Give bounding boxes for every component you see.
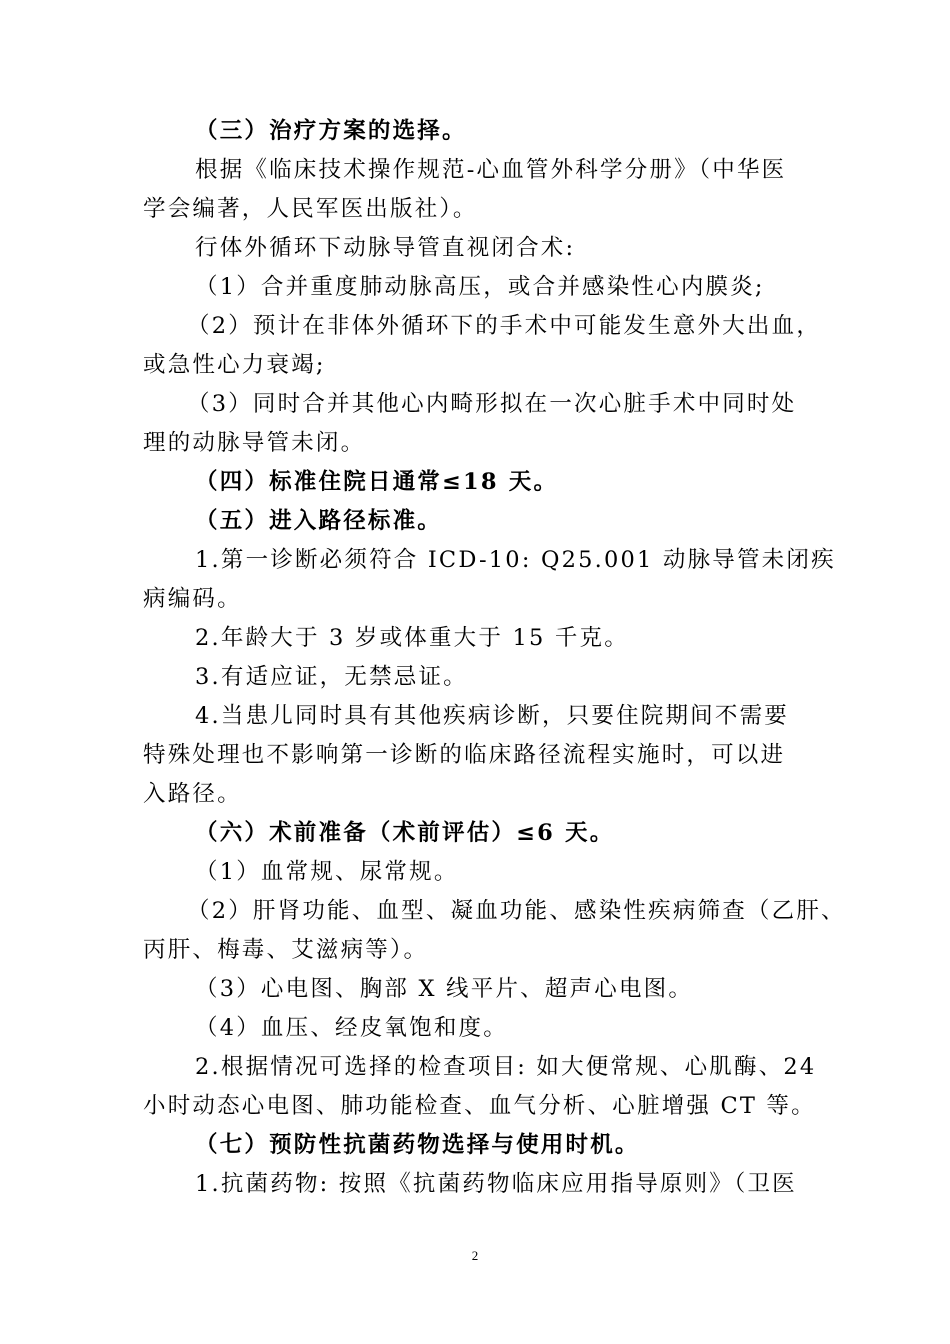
list-item-2: 2.年龄大于 3 岁或体重大于 15 千克。 xyxy=(195,625,629,651)
section-heading-7: （七）预防性抗菌药物选择与使用时机。 xyxy=(195,1132,640,1158)
list-item-1: 1.抗菌药物: 按照《抗菌药物临床应用指导原则》（卫医 xyxy=(195,1171,797,1197)
list-item-2: 2.根据情况可选择的检查项目: 如大便常规、心肌酶、24 xyxy=(195,1054,817,1080)
paragraph-line: 行体外循环下动脉导管直视闭合术: xyxy=(195,235,576,261)
section-heading-3: （三）治疗方案的选择。 xyxy=(195,118,467,144)
document-body xyxy=(143,112,846,1204)
paragraph-line: 根据《临床技术操作规范-心血管外科学分册》（中华医 xyxy=(195,157,787,183)
list-item-1: 1.第一诊断必须符合 ICD-10: Q25.001 动脉导管未闭疾 xyxy=(195,547,836,573)
list-item-4: （4）血压、经皮氧饱和度。 xyxy=(195,1015,508,1041)
paragraph-line: 入路径。 xyxy=(143,781,242,807)
paragraph-line: 理的动脉导管未闭。 xyxy=(143,430,366,456)
list-item-4: 4.当患儿同时具有其他疾病诊断，只要住院期间不需要 xyxy=(195,703,789,729)
paragraph-line: 小时动态心电图、肺功能检查、血气分析、心脏增强 CT 等。 xyxy=(143,1093,816,1119)
section-heading-5: （五）进入路径标准。 xyxy=(195,508,443,534)
page-number: 2 xyxy=(471,1248,479,1263)
paragraph-line: 病编码。 xyxy=(143,586,242,612)
list-item-3: （3）同时合并其他心内畸形拟在一次心脏手术中同时处 xyxy=(187,391,797,417)
paragraph-line: 学会编著，人民军医出版社）。 xyxy=(143,196,478,222)
list-item-3: （3）心电图、胸部 X 线平片、超声心电图。 xyxy=(195,976,694,1002)
list-item-3: 3.有适应证，无禁忌证。 xyxy=(195,664,468,690)
list-item-1: （1）合并重度肺动脉高压，或合并感染性心内膜炎; xyxy=(195,274,765,300)
list-item-1: （1）血常规、尿常规。 xyxy=(195,859,459,885)
section-heading-6: （六）术前准备（术前评估）≤6 天。 xyxy=(195,820,615,846)
paragraph-line: 特殊处理也不影响第一诊断的临床路径流程实施时，可以进 xyxy=(143,742,786,768)
paragraph-line: 或急性心力衰竭; xyxy=(143,352,326,378)
list-item-2: （2）肝肾功能、血型、凝血功能、感染性疾病筛查（乙肝、 xyxy=(187,898,846,924)
paragraph-line: 丙肝、梅毒、艾滋病等）。 xyxy=(143,937,429,963)
list-item-2: （2）预计在非体外循环下的手术中可能发生意外大出血， xyxy=(187,313,822,339)
section-heading-4: （四）标准住院日通常≤18 天。 xyxy=(195,469,559,495)
